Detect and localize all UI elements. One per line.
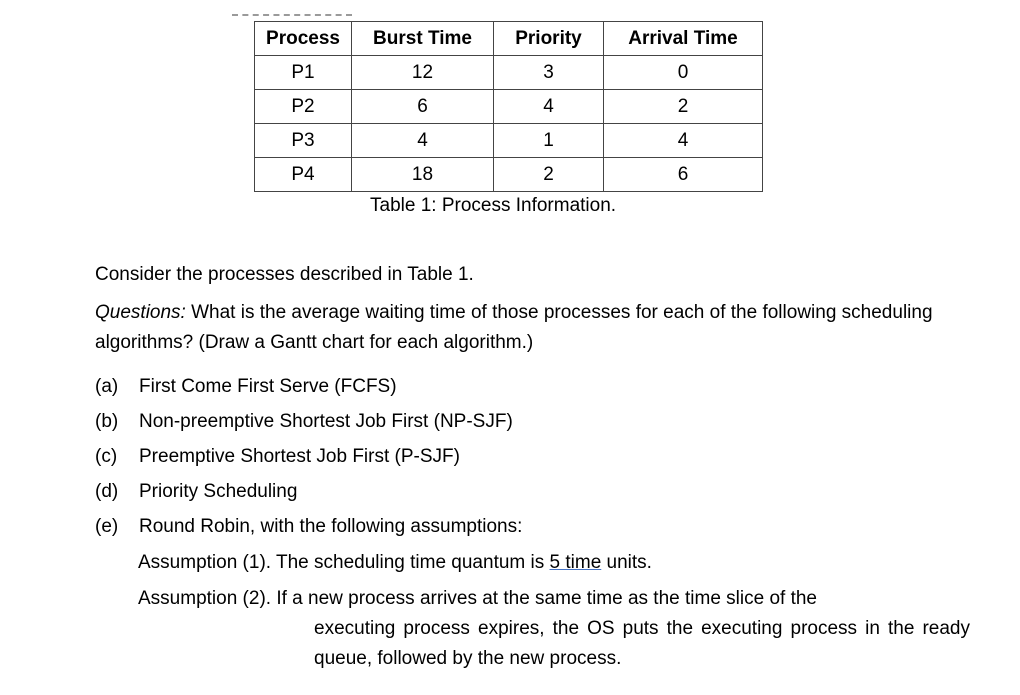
cell-process: P2 <box>255 90 352 124</box>
header-priority: Priority <box>494 22 604 56</box>
cell-arrival-time: 6 <box>604 158 763 192</box>
cell-burst-time: 18 <box>352 158 494 192</box>
question-text: What is the average waiting time of those processes for each of the following scheduling algorithms? (Draw a Gantt chart for each algorithm.) <box>95 302 933 353</box>
cell-priority: 4 <box>494 90 604 124</box>
list-item-text: Priority Scheduling <box>139 481 298 502</box>
list-marker: (a) <box>95 376 119 397</box>
header-process: Process <box>255 22 352 56</box>
cell-burst-time: 4 <box>352 124 494 158</box>
process-table <box>254 21 763 192</box>
question-paragraph <box>95 298 955 358</box>
assumption-1-post: units. <box>601 552 652 573</box>
header-burst-time: Burst Time <box>352 22 494 56</box>
table-row <box>255 158 763 192</box>
table-header-row <box>255 22 763 56</box>
assumption-2 <box>138 584 970 674</box>
list-item-text: Round Robin, with the following assumptions: <box>139 516 523 537</box>
assumption-1-pre: Assumption (1). The scheduling time quantum is <box>138 552 550 573</box>
list-item-text: Non-preemptive Shortest Job First (NP-SJF) <box>139 411 513 432</box>
cell-arrival-time: 4 <box>604 124 763 158</box>
table-row <box>255 90 763 124</box>
questions-label: Questions: <box>95 302 186 323</box>
cell-priority: 3 <box>494 56 604 90</box>
assumption-1-quantum: 5 time <box>549 552 602 573</box>
table-caption: Table 1: Process Information. <box>370 195 617 216</box>
header-arrival-time: Arrival Time <box>604 22 763 56</box>
cell-priority: 1 <box>494 124 604 158</box>
list-item-text: First Come First Serve (FCFS) <box>139 376 397 397</box>
faded-rule <box>232 14 352 16</box>
assumption-1 <box>138 548 652 578</box>
table-row <box>255 124 763 158</box>
cell-process: P4 <box>255 158 352 192</box>
list-item-text: Preemptive Shortest Job First (P-SJF) <box>139 446 460 467</box>
cell-burst-time: 12 <box>352 56 494 90</box>
cell-priority: 2 <box>494 158 604 192</box>
list-marker: (c) <box>95 446 118 467</box>
intro-paragraph: Consider the processes described in Table 1. <box>95 264 474 285</box>
assumption-2-continuation: executing process expires, the OS puts the executing process in the ready queue, followed by the new process. <box>314 618 970 669</box>
assumption-2-lead: Assumption (2). If a new process arrives at the same time as the time slice of the <box>138 588 817 609</box>
cell-arrival-time: 2 <box>604 90 763 124</box>
list-marker: (d) <box>95 481 119 502</box>
cell-arrival-time: 0 <box>604 56 763 90</box>
list-marker: (e) <box>95 516 119 537</box>
table-row <box>255 56 763 90</box>
cell-process: P1 <box>255 56 352 90</box>
cell-process: P3 <box>255 124 352 158</box>
list-marker: (b) <box>95 411 119 432</box>
cell-burst-time: 6 <box>352 90 494 124</box>
